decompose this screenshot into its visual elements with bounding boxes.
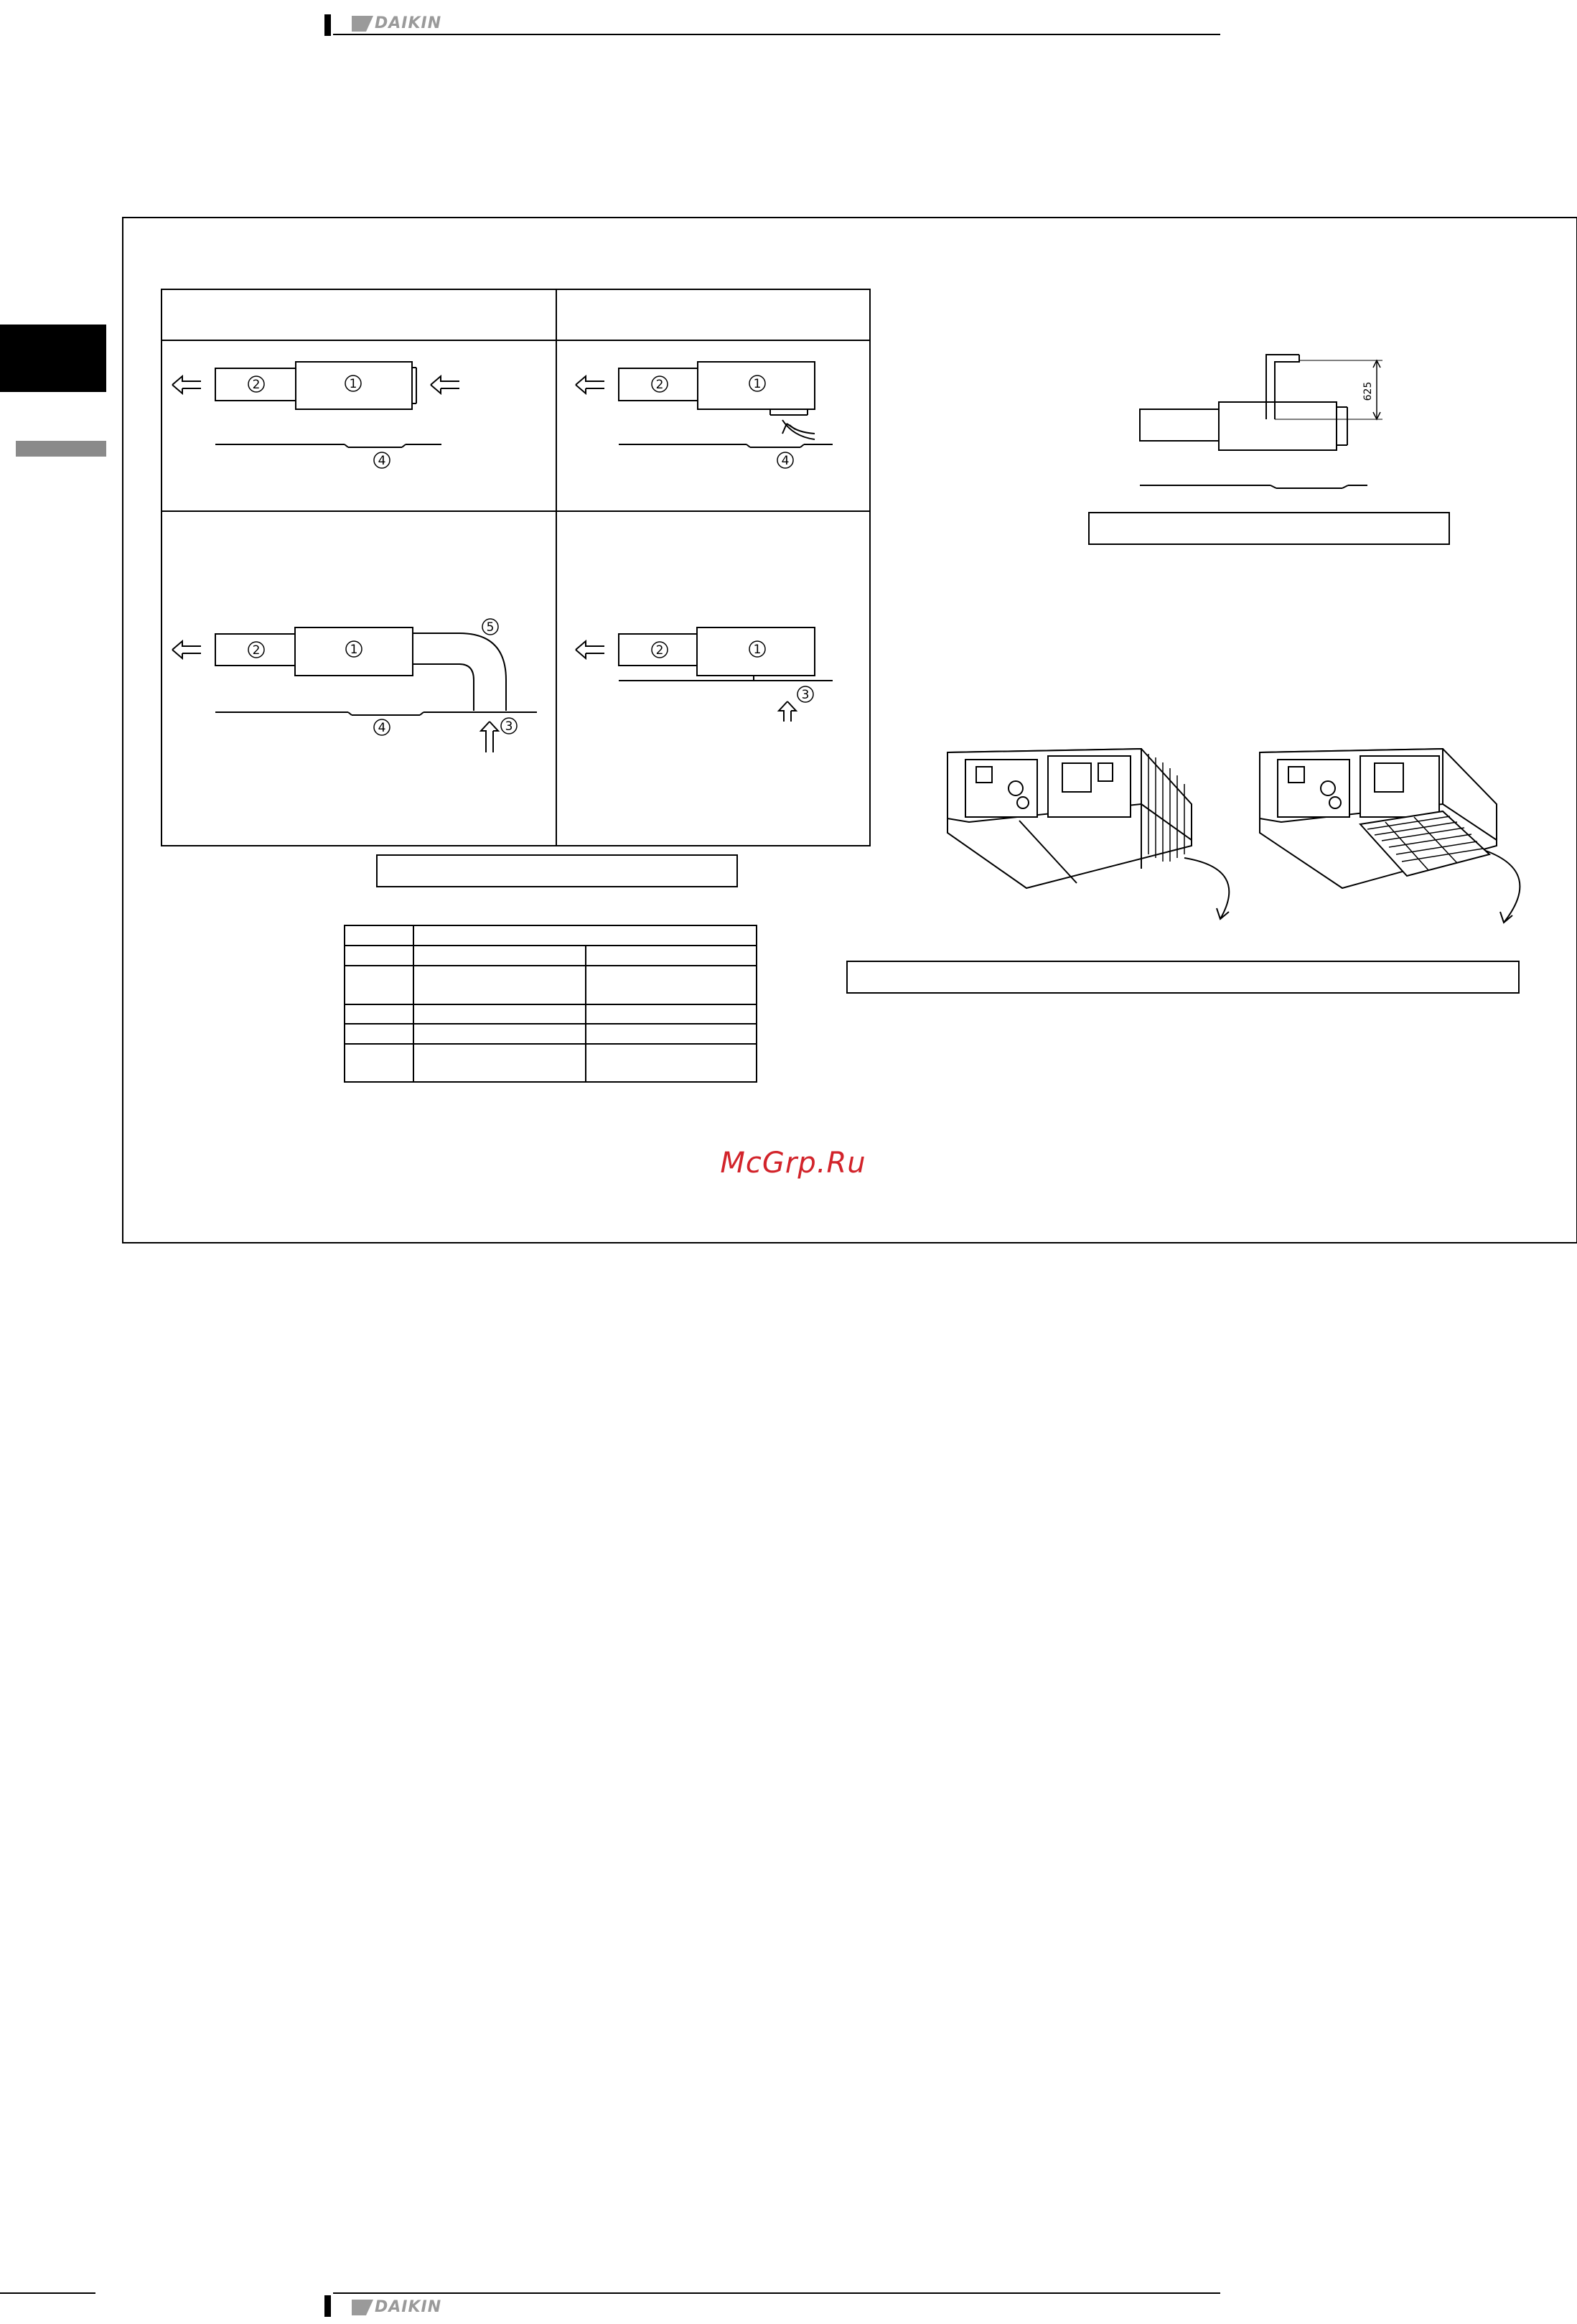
callout-3: 3 bbox=[801, 688, 810, 702]
callout-1: 1 bbox=[350, 643, 358, 657]
diagram-cell-4 bbox=[576, 627, 833, 722]
callout-5: 5 bbox=[486, 620, 495, 635]
diagram-cell-2 bbox=[576, 362, 833, 447]
dimension-diagram bbox=[1140, 355, 1382, 488]
spec-table bbox=[345, 925, 757, 1082]
header-brand: DAIKIN bbox=[375, 14, 442, 32]
callout-2: 2 bbox=[655, 378, 664, 392]
unit-illustration-2 bbox=[1260, 749, 1520, 923]
content-frame bbox=[123, 218, 1577, 1243]
dimension-label: 625 bbox=[1362, 381, 1374, 401]
caption-box-left bbox=[377, 855, 737, 887]
caption-box-units bbox=[847, 961, 1519, 993]
diagram-cell-1-callouts bbox=[248, 375, 390, 468]
unit-illustration-1 bbox=[947, 749, 1229, 919]
watermark: McGrp.Ru bbox=[720, 1147, 866, 1180]
installation-grid bbox=[162, 289, 870, 846]
side-tab-light bbox=[16, 441, 106, 457]
callout-4: 4 bbox=[378, 454, 386, 468]
callout-1: 1 bbox=[753, 377, 762, 391]
diagram-cell-4-callouts bbox=[652, 641, 813, 702]
callout-2: 2 bbox=[252, 643, 261, 658]
diagram-cell-2-callouts bbox=[652, 375, 793, 468]
side-tab-dark bbox=[0, 325, 106, 392]
callout-1: 1 bbox=[753, 643, 762, 657]
footer-brand: DAIKIN bbox=[375, 2298, 442, 2316]
callout-2: 2 bbox=[252, 378, 261, 392]
callout-1: 1 bbox=[349, 377, 357, 391]
callout-2: 2 bbox=[655, 643, 664, 658]
daikin-logo-icon bbox=[352, 2300, 373, 2315]
diagram-cell-1 bbox=[172, 362, 459, 447]
callout-4: 4 bbox=[781, 454, 790, 468]
header bbox=[324, 14, 1220, 36]
daikin-logo-icon bbox=[352, 16, 373, 32]
caption-box-dimension bbox=[1089, 513, 1449, 544]
footer bbox=[0, 2293, 1220, 2317]
callout-3: 3 bbox=[505, 719, 513, 734]
callout-4: 4 bbox=[378, 721, 386, 735]
diagram-cell-3-callouts bbox=[248, 619, 517, 735]
